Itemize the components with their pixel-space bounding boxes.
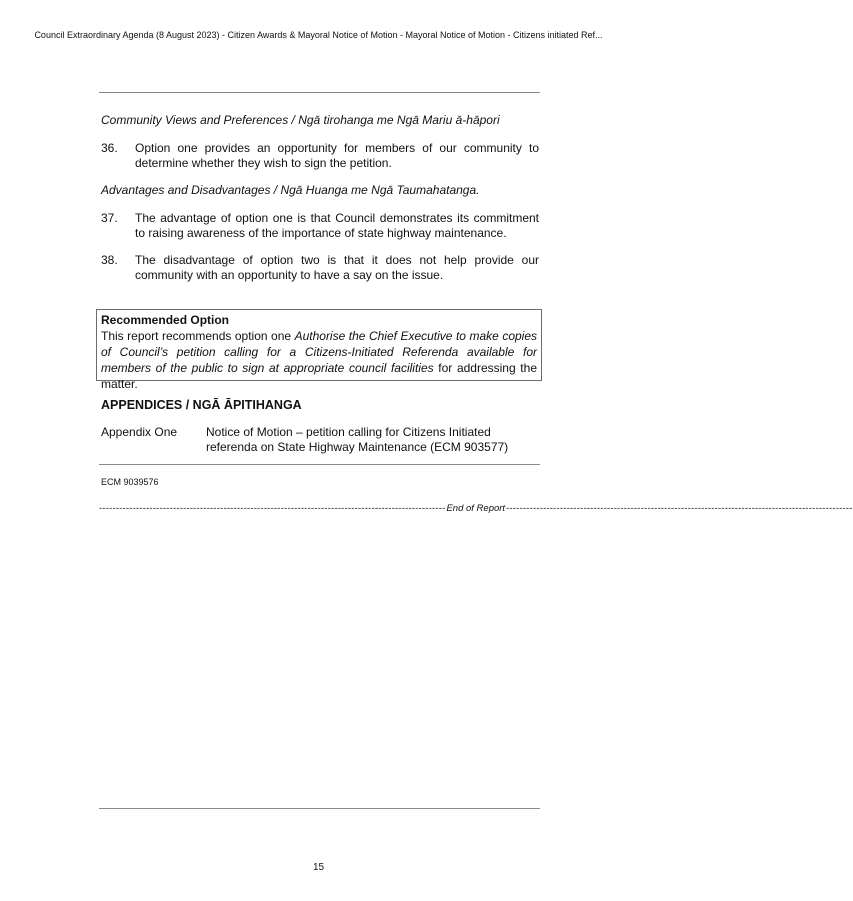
paragraph-text: The disadvantage of option two is that it does not help provide our community with an opportunity to have a say on the issue. bbox=[135, 253, 539, 282]
recommended-option-lead: This report recommends option one bbox=[101, 329, 295, 343]
appendix-label: Appendix One bbox=[101, 425, 178, 439]
recommended-option-body bbox=[101, 328, 537, 392]
recommended-option-tail: for addressing the matter. bbox=[101, 361, 537, 391]
paragraph-36 bbox=[101, 141, 539, 171]
bottom-divider bbox=[99, 808, 540, 809]
paragraph-text: The advantage of option one is that Council demonstrates its commitment to raising awareness of the importance of state highway maintenance. bbox=[135, 211, 539, 240]
recommended-option-title: Recommended Option bbox=[101, 313, 230, 327]
appendices-title: APPENDICES / NGĀ ĀPITIHANGA bbox=[101, 398, 302, 412]
recommended-option-italic: Authorise the Chief Executive to make copies of Council’s petition calling for a Citizens-Initiated Referenda available for members of the public to sign at appropriate council facilities bbox=[101, 329, 538, 375]
appendix-description: Notice of Motion – petition calling for Citizens Initiated referenda on State Highway Maintenance (ECM 903577) bbox=[206, 425, 509, 454]
paragraph-38 bbox=[101, 253, 539, 283]
paragraph-number: 37. bbox=[101, 211, 118, 225]
paragraph-number: 36. bbox=[101, 141, 118, 155]
recommended-option-box bbox=[96, 309, 542, 391]
paragraph-text: Option one provides an opportunity for members of our community to determine whether they wish to sign the petition. bbox=[135, 141, 539, 170]
running-header: Council Extraordinary Agenda (8 August 2023) - Citizen Awards & Mayoral Notice of Motion - Mayoral Notice of Motion - Citizens initiated Ref... bbox=[34, 30, 603, 40]
dash-line-left: ------------------------------------------------------------------------------------------------------- bbox=[99, 503, 446, 514]
top-divider bbox=[99, 92, 540, 93]
advantages-heading: Advantages and Disadvantages / Ngā Huanga me Ngā Taumahatanga. bbox=[101, 183, 480, 197]
page-number: 15 bbox=[312, 862, 325, 873]
appendix-divider bbox=[99, 464, 540, 465]
paragraph-37 bbox=[101, 211, 539, 241]
end-of-report-text: End of Report bbox=[446, 503, 506, 514]
end-of-report-line bbox=[99, 503, 853, 514]
ecm-reference: ECM 9039576 bbox=[101, 477, 159, 487]
paragraph-number: 38. bbox=[101, 253, 118, 267]
community-views-heading: Community Views and Preferences / Ngā tirohanga me Ngā Mariu ā-hāpori bbox=[101, 113, 500, 127]
dash-line-right: ------------------------------------------------------------------------------------------------------- bbox=[506, 503, 853, 514]
